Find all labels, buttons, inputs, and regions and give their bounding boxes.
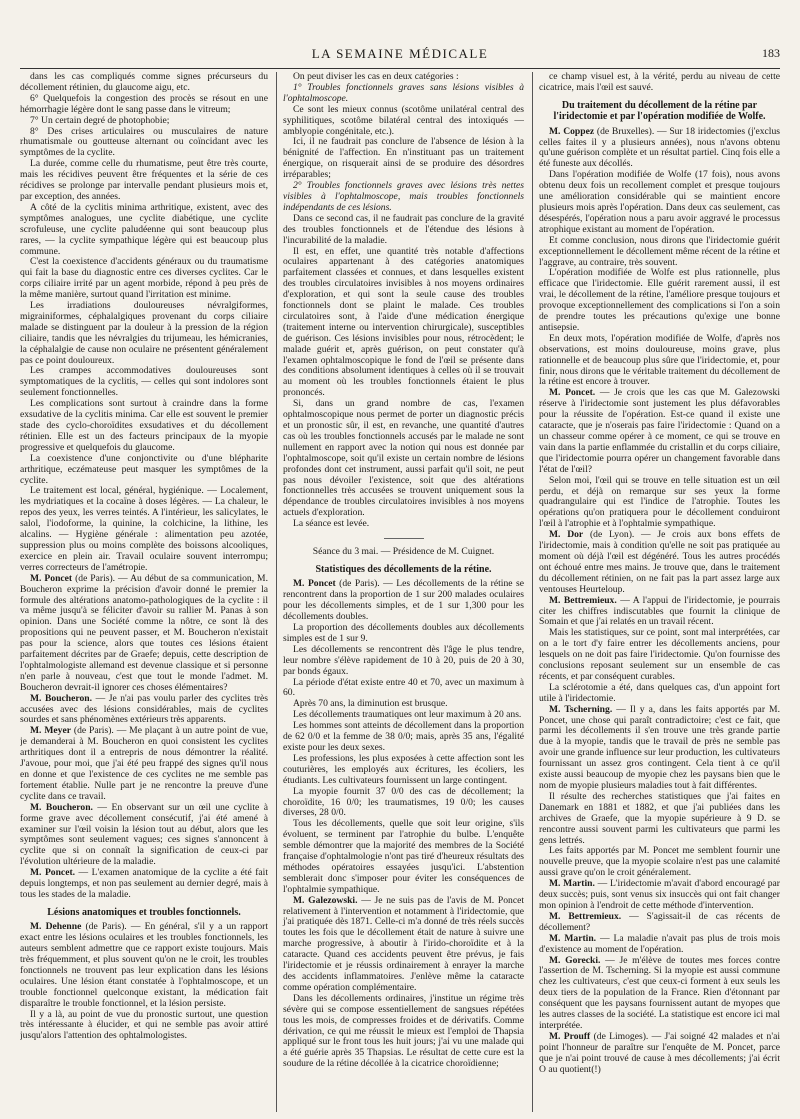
paragraph: A côté de la cyclitis minima arthritique, existent, avec des symptômes analogues, une cyclite diabétique, une cyclite scrofuleuse, une cyclite paludéenne qui sont beaucoup plus rares, — la cyclite sympathique légère qui est beaucoup plus commune. [20,201,268,257]
column-3 [532,72,780,1112]
paragraph: Les hommes sont atteints de décollement dans la proportion de 62 0/0 et la femme de 38 0/0; mais, après 35 ans, l'égalité existe pour les deux sexes. [283,720,524,753]
paragraph: Dans l'opération modifiée de Wolfe (17 fois), nous avons obtenu deux fois un recollement complet et presque toujours une amélioration considérable qui se maintient encore plusieurs mois après l'opération. Dans deux cas seulement, cas désespérés, l'opération nous a paru avoir aggravé le processus atrophique existant au moment de l'opération. [539,169,780,235]
speaker-paragraph [20,868,268,901]
speaker-text: — L'iridectomie m'avait d'abord encouragé par deux succès; puis, sont venus six insuccès qui ont fait changer mon opinion à l'endroit de cette méthode d'intervention. [539,878,780,911]
paragraph: dans les cas compliqués comme signes précurseurs du décollement rétinien, du glaucome aigu, etc. [20,72,268,93]
paragraph: Tous les décollements, quelle que soit leur origine, s'ils évoluent, se terminent par l'atrophie du bulbe. L'enquête semble démontrer que la majorité des membres de la Société française d'ophtalmologie n'ont pas tiré d'heureux résultats des méthodes opératoires essayées jusqu'ici. L'abstention semblerait donc s'imposer pour éviter les conséquences de l'ophtalmie sympathique. [283,818,524,895]
paragraph: Après 70 ans, la diminution est brusque. [293,698,448,710]
italic-text: 2° Troubles fonctionnels graves avec lésions très nettes visibles à l'ophtalmoscope, mais troubles fonctionnels indépendants de ces lésions. [283,180,524,213]
speaker-paragraph [539,530,780,595]
paragraph: Selon moi, l'œil qui se trouve en telle situation est un œil perdu, et déjà on remarque sur ses yeux la forme quadrangulaire qui est l'indice de l'atrophie. Toutes les opérations qu'on pratiquera pour le décollement conduiront l'œil à l'atrophie et à l'ophtalmie sympathique. [539,474,780,530]
speaker-paragraph [539,879,780,912]
paragraph: Ici, il ne faudrait pas conclure de l'absence de lésion à la bénignité de l'affection. En n'instituant pas un traitement énergique, on risquerait ainsi de se produire des désordres irréparables; [283,136,524,181]
paragraph [283,181,524,214]
speaker-text: — Je n'ai pas voulu parler des cyclites très accusées avec des lésions considérables, mais de cyclites sourdes et sans phénomènes extérieurs très apparents. [20,692,268,726]
speaker-name: M. Martin. [549,878,595,890]
paragraph: La période d'état existe entre 40 et 70, avec un maximum à 60. [283,676,524,699]
paragraph: Les professions, les plus exposées à cette affection sont les couturières, les employés aux écritures, les écoliers, les étudiants. Les cultivateurs fournissent un large contingent. [283,752,524,786]
paragraph: La coexistence d'une conjonctivite ou d'une blépharite arthritique, eczémateuse peut masquer les symptômes de la cyclite. [20,452,268,486]
speaker-paragraph [539,912,780,934]
paragraph: Les irradiations douloureuses névralgiformes, migrainiformes, céphalalgiques provenant du corps ciliaire malade se distinguent par la douleur à la pression de la région ciliaire, tandis que les névralgies du trijumeau, les hémicranies, la céphalalgie de cause non oculaire ne présentent généralement pas ce point douloureux. [20,300,268,366]
speaker-paragraph [20,803,268,868]
paragraph: L'opération modifiée de Wolfe est plus rationnelle, plus efficace que l'iridectomie. Elle guérit rarement aussi, il est vrai, le décollement de la rétine, l'améliore presque toujours et provoque exceptionnellement des complications si l'on a soin de prendre toutes les précautions qu'exige une bonne antisepsie. [539,267,780,333]
paragraph: La sclérotomie a été, dans quelques cas, d'un appoint fort utile à l'iridectomie. [539,681,780,704]
speaker-text: (de Lyon). — Je crois aux bons effets de l'iridectomie, mais à condition qu'elle ne soit pas pratiquée au moment où déjà l'œil est dégénéré. Tous les autres procédés ont échoué entre mes mains. Je trouve que, dans le traitement du décollement rétinien, on ne fait pas la part assez large aux ventouses Heurteloup. [539,529,780,595]
paragraph: La séance est levée. [293,518,370,530]
session-line: Séance du 3 mai. — Présidence de M. Cuignet. [312,546,495,558]
speaker-text: (de Paris). — Me plaçant à un autre point de vue, je demanderai à M. Boucheron en quoi consistent les cyclites arthritiques dont il a entrepris de nous démontrer la réalité. J'avoue, pour moi, que j'ai été peu frappé des signes qu'il nous en donne et que l'existence de ces cyclites ne me semble pas fortement établie. Nulle part je ne rencontre la preuve d'une cyclite dans ce travail. [20,725,268,802]
paragraph: Les complications sont surtout à craindre dans la forme exsudative de la cyclitis minima. Car elle est souvent le premier stade des cyclo-choroïdites exsudatives et du décollement rétinien. Elle est un des facteurs principaux de la myopie progressive et quelquefois du glaucome. [20,398,268,453]
paragraph: 7° Un certain degré de photophobie; [30,114,170,126]
section-heading: Lésions anatomiques et troubles fonctionnels. [47,906,241,918]
paragraph: La myopie fournit 37 0/0 des cas de décollement; la choroïdite, 16 0/0; les traumatismes, 19 0/0; les causes diverses, 28 0/0. [283,785,524,819]
speaker-name: M. Gorecki. [549,954,601,966]
speaker-paragraph [539,1032,780,1076]
speaker-name: M. Meyer [30,725,71,737]
speaker-text: — La maladie n'avait pas plus de trois mois d'existence au moment de l'opération. [539,932,780,955]
paragraph: Il est, en effet, une quantité très notable d'affections oculaires appartenant à des catégories anatomiques parfaitement classées et connues, et dans lesquelles existent des troubles circulatoires invisibles à nos moyens ordinaires d'exploration, et qui sont la seule cause des troubles fonctionnels dont se plaint le malade. Ces troubles circulatoires sont, à l'aide d'une médication énergique (traitement interne ou intervention chirurgicale), susceptibles de guérison. Ces lésions invisibles pour nous, rétrocèdent; le malade guérit et, après guérison, on peut constater qu'à l'examen ophtalmoscopique le fond de l'œil se présente dans des conditions absolument identiques à celles où il se trouvait au moment où les troubles fonctionnels étaient le plus prononcés. [283,245,524,399]
speaker-paragraph [283,896,524,994]
speaker-paragraph [539,705,780,792]
paragraph: Et comme conclusion, nous dirons que l'iridectomie guérit exceptionnellement le décollement même récent de la rétine et l'aggrave, au contraire, très souvent. [539,234,780,268]
paragraph: La proportion des décollements doubles aux décollements simples est de 1 sur 9. [283,622,524,644]
paragraph: Si, dans un grand nombre de cas, l'examen ophtalmoscopique nous permet de porter un diagnostic précis et un pronostic sûr, il est, en revanche, une quantité d'autres cas où les troubles fonctionnels accusés par le malade ne sont nullement en rapport avec la notion qui nous est donnée par l'ophtalmoscope, soit qu'il existe un certain nombre de lésions profondes dont cet instrument, aussi parfait qu'il soit, ne peut pas nous dévoiler l'existence, soit que des altérations fonctionnelles très accusées se trouvent uniquement sous la dépendance de troubles circulatoires invisibles à nos moyens actuels d'exploration. [283,398,524,519]
section-heading: Du traitement du décollement de la rétine par l'iridectomie et par l'opération modifiée de Wolfe. [553,99,766,123]
paragraph: Ce sont les mieux connus (scotôme unilatéral central des syphilitiques, scotôme bilatéral central des intoxiqués — amblyopie congénitale, etc.). [283,103,524,137]
speaker-name: M. Poncet [30,572,73,584]
speaker-name: M. Boucheron. [30,801,93,813]
page-number: 183 [762,46,780,60]
paragraph: Le traitement est local, général, hygiénique. — Localement, les mydriatiques et la cocaïne à doses légères. — La chaleur, le repos des yeux, les verres teintés. A l'intérieur, les salicylates, le salol, l'iodoforme, la quinine, la colchicine, la lithine, les alcalins. — Hygiène générale : alimentation peu azotée, suppression plus ou moins complète des boissons alcooliques, exercice en plein air. Travail oculaire souvent interrompu; verres correcteurs de l'amétropie. [20,485,268,573]
running-header [20,44,780,64]
speaker-text: (de Bruxelles). — Sur 18 iridectomies (j'exclus celles faites il y a plusieurs années), nous n'avons obtenu qu'une guérison complète et un résultat partiel. Cinq fois elle a été funeste aux décollés. [539,125,780,170]
journal-title: LA SEMAINE MÉDICALE [311,46,489,61]
speaker-name: M. Coppez [549,125,595,137]
speaker-text: (de Limoges). — J'ai soigné 42 malades et n'ai point l'honneur de paraître sur l'enquête de M. Poncet, parce que je n'ai point trouvé de cause à mes décollements; j'ai écrit O au quotient(!) [539,1030,780,1075]
speaker-text: (de Paris). — En général, s'il y a un rapport exact entre les lésions oculaires et les troubles fonctionnels, les auteurs semblent admettre que ce rapport existe toujours. Mais très fréquemment, et plus souvent qu'on ne le croit, les troubles fonctionnels ne trouvent pas leur explication dans les lésions oculaires. Une lésion étant constatée à l'ophtalmoscope, et un trouble fonctionnel quelconque existant, la médication fait disparaître le trouble fonctionnel, et la lésion persiste. [20,921,268,1009]
paragraph: Les décollements se rencontrent dès l'âge le plus tendre, leur nombre s'élève rapidement de 10 à 20, puis de 20 à 30, par bonds égaux. [283,643,524,677]
header-rule [20,68,780,69]
paragraph: Les crampes accommodatives douloureuses sont symptomatiques de la cyclitis, — celles qui sont indolores sont seulement fonctionnelles. [20,365,268,399]
speaker-name: M. Boucheron. [30,692,93,704]
paragraph: C'est la coexistence d'accidents généraux ou du traumatisme qui fait la base du diagnostic entre ces diverses cyclites. Car le corps ciliaire irrité par un agent morbide, répond à peu près de la même manière, surtout quand l'irritation est minime. [20,256,268,301]
paragraph: 8° Des crises articulaires ou musculaires de nature rhumatismale ou goutteuse alternant ou coïncidant avec les symptômes de la cyclite. [20,125,268,159]
paragraph: La durée, comme celle du rhumatisme, peut être très courte, mais les récidives peuvent être fréquentes et la série de ces récidives se prolonge par intervalle pendant plusieurs mois et, par exception, des années. [20,158,268,202]
speaker-text: — Je m'élève de toutes mes forces contre l'assertion de M. Tscherning. Si la myopie est aussi commune chez les cultivateurs, c'est que ceux-ci forment à eux seuls les deux tiers de la population de la France. Rien d'étonnant par conséquent que les paysans fournissent autant de myopes que les autres classes de la société. La statistique est encore ici mal interprétée. [539,954,780,1031]
speaker-name: M. Poncet. [30,867,76,879]
paragraph: Mais les statistiques, sur ce point, sont mal interprétées, car on a le tort d'y faire entrer les décollements anciens, pour lesquels on ne doit pas faire l'iridectomie. Qu'on fournisse des conclusions reposant seulement sur un ensemble de cas récents, et par conséquent curables. [539,627,780,682]
italic-text: 1° Troubles fonctionnels graves sans lésions visibles à l'ophtalmoscope. [283,81,524,104]
speaker-name: M. Bettremieux. [549,910,622,922]
speaker-paragraph [539,956,780,1032]
speaker-paragraph [539,388,780,475]
speaker-paragraph [20,922,268,1009]
paragraph: 6° Quelquefois la congestion des procès se résout en une hémorrhagie légère dont le sang passe dans le vitreum; [20,92,268,115]
section-divider [384,538,424,539]
paragraph: Les décollements traumatiques ont leur maximum à 20 ans. [293,709,522,721]
paragraph: Il y a là, au point de vue du pronostic surtout, une question très intéressante à élucider, et qui ne semble pas avoir attiré jusqu'alors l'attention des ophtalmologistes. [20,1008,268,1042]
speaker-text: — Il y a, dans les faits apportés par M. Poncet, une chose qui paraît contradictoire; c'est ce fait, que parmi les décollements il s'en trouve une très grande partie due à la myopie, tandis que le travail de près ne semble pas avoir une grande influence sur leur production, les cultivateurs fournissant un assez gros contingent. Cela tient à ce qu'il existe aussi beaucoup de myopie chez les paysans bien que le nom de myopie plusieurs maladies tout à fait différentes. [539,703,780,791]
speaker-name: M. Martin. [549,932,597,944]
speaker-paragraph [20,726,268,802]
speaker-paragraph [539,934,780,956]
speaker-name: M. Poncet. [549,387,596,399]
paragraph: En deux mots, l'opération modifiée de Wolfe, d'après nos observations, est moins douloureuse, moins grave, plus rationnelle et de beaucoup plus sûre que l'iridectomie, et, pour finir, nous dirons que le véritable traitement du décollement de la rétine est encore à trouver. [539,332,780,388]
text-columns [20,72,780,1112]
paragraph: Les faits apportés par M. Poncet me semblent fournir une nouvelle preuve, que la myopie scolaire n'est pas une calamité aussi grave qu'on le croit généralement. [539,845,780,879]
speaker-name: M. Galezowski. [293,894,358,906]
speaker-paragraph [539,596,780,629]
column-2 [276,72,524,1112]
speaker-text: — Je ne suis pas de l'avis de M. Poncet relativement à l'intervention et notamment à l'iridectomie, que j'ai pratiquée dès 1871. Celle-ci m'a donné de très réels succès toutes les fois que le décollement était de nature à suivre une marche progressive, à aboutir à l'irido-choroïdite et à la cataracte. Quand ces accidents peuvent être prévus, je fais l'iridectomie et je réussis ordinairement à enrayer la marche des accidents inflammatoires. J'enlève même la cataracte comme opération complémentaire. [283,894,524,993]
paragraph: ce champ visuel est, à la vérité, perdu au niveau de cette cicatrice, mais l'œil est sauvé. [539,72,780,93]
speaker-text: — L'examen anatomique de la cyclite a été fait depuis longtemps, et non pas seulement au dernier degré, mais à tous les stades de la maladie. [20,867,268,900]
speaker-text: (de Paris). — Les décollements de la rétine se rencontrent dans la proportion de 1 sur 200 malades oculaires pour les décollements simples, et de 1 sur 1,300 pour les décollements doubles. [283,578,524,623]
paragraph: Il résulte des recherches statistiques que j'ai faites en Danemark en 1881 et 1882, et que j'ai publiées dans les archives de Graefe, que la myopie supérieure à 9 D. se rencontre aussi souvent parmi les cultivateurs que parmi les gens lettrés. [539,790,780,846]
paragraph [283,83,524,105]
speaker-text: (de Paris). — Au début de sa communication, M. Boucheron exprime la précision d'avoir donné le premier la formule des altérations anatomo-pathologiques de la cyclite : il va même jusqu'à se féliciter d'avoir su rallier M. Panas à son opinion. Dans une Société comme la nôtre, ce sont là des propositions qui ne peuvent passer, et M. Boucheron n'existait pas pour la science, alors que toutes ces lésions étaient parfaitement décrites par de Graefe; depuis, cette description de l'ophtalmologiste allemand est devenue classique et si personne n'en parle à nouveau, c'est que tout le monde l'admet. M. Boucheron devrait-il ignorer ces choses élémentaires? [20,572,268,693]
speaker-name: M. Dor [549,529,584,541]
speaker-paragraph [283,579,524,623]
speaker-name: M. Tscherning. [549,703,613,715]
speaker-text: — A l'appui de l'iridectomie, je pourrais citer les chiffres indiscutables que fournit la clinique de Somain et que j'ai relatés en un travail récent. [539,594,780,628]
speaker-name: M. Prouff [549,1030,591,1042]
speaker-paragraph [539,127,780,171]
speaker-text: — En observant sur un œil une cyclite à forme grave avec décollement consécutif, j'ai été amené à examiner sur l'œil voisin la lésion tout au début, alors que les symptômes sont seulement vagues; ces signes s'annoncent à cyclite que si on connaît la signification de ceux-ci par l'évolution ultérieure de la maladie. [20,801,268,868]
speaker-paragraph [20,694,268,727]
speaker-name: M. Bettremieux. [549,594,617,606]
speaker-paragraph [20,574,268,694]
speaker-name: M. Dehenne [30,921,82,933]
section-heading: Statistiques des décollements de la rétine. [315,563,492,575]
column-1 [20,72,268,1112]
speaker-text: — Je crois que les cas que M. Galezowski réserve à l'iridectomie sont justement les plus défavorables pour la réussite de l'opération. Est-ce quand il existe une cataracte, que je n'oserais pas faire l'iridectomie : Quand on a un chasseur comme opérer à ce moment, ce qui se trouve en vain dans la partie enflammée du cristallin et du corps ciliaire, que l'iridectomie pourra opérer un changement favorable dans l'état de l'œil? [539,387,780,475]
speaker-text: — S'agissait-il de cas récents de décollement? [539,910,780,933]
paragraph: Dans ce second cas, il ne faudrait pas conclure de la gravité des troubles fonctionnels et de l'étendue des lésions à l'incurabilité de la maladie. [283,212,524,246]
paragraph: On peut diviser les cas en deux catégories : [293,72,459,82]
paragraph: Dans les décollements ordinaires, j'institue un régime très sévère qui se compose essentiellement de sangsues répétées tous les mois, de compresses froides et de dérivatifs. Comme dérivation, ce qui me réussit le mieux est l'emploi de Thapsia appliqué sur le front tous les huit jours; j'ai vu une malade qui a été guérie après 35 Thapsias. Le résultat de cette cure est la soudure de la rétine décollée à la cicatrice choroïdienne; [283,992,524,1070]
speaker-name: M. Poncet [293,578,336,590]
